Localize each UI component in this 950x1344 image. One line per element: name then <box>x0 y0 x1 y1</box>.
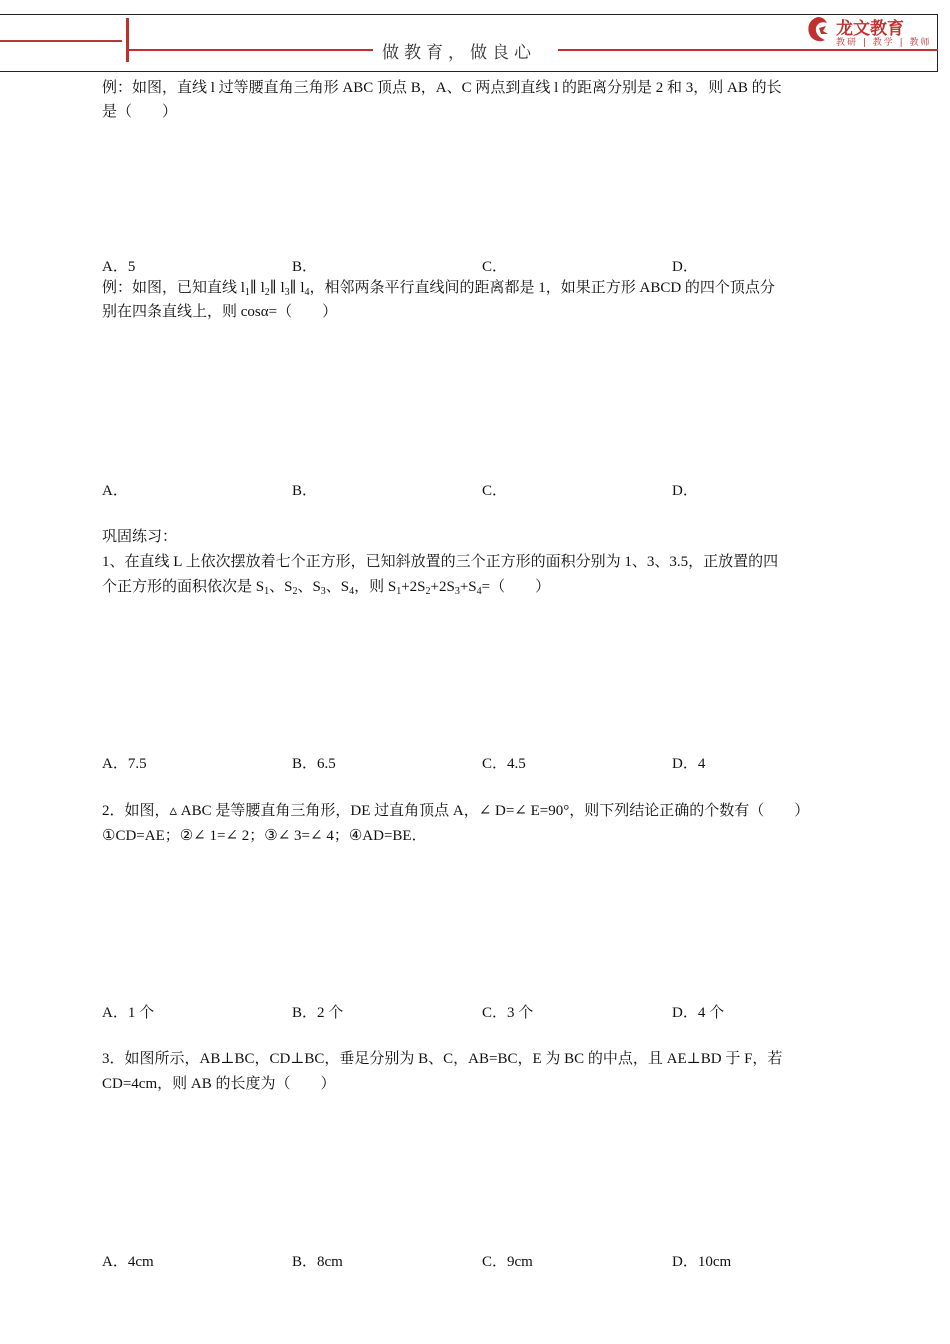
q1-option-d: D．4 <box>672 756 706 772</box>
example2-option-a: A． <box>102 483 128 499</box>
example2-option-c: C． <box>482 483 508 499</box>
q2-line2: ①CD=AE；②∠ 1=∠ 2；③∠ 3=∠ 4；④AD=BE． <box>102 828 427 844</box>
example2-text-b: ，相邻两条平行直线间的距离都是 1，如果正方形 ABCD 的四个顶点分 <box>309 280 775 296</box>
q3-option-a: A．4cm <box>102 1254 154 1270</box>
example2-sub2: 2 <box>264 287 270 298</box>
example1-option-c: C． <box>482 259 508 275</box>
q1-text: 、S <box>269 579 293 595</box>
example2-sub1: 1 <box>244 287 250 298</box>
q1-sub: 1 <box>396 586 402 597</box>
q2-option-a: A．1 个 <box>102 1005 155 1021</box>
example2-sep2: ∥ l <box>269 280 285 296</box>
header-rule-right <box>558 49 938 51</box>
q3-option-d: D．10cm <box>672 1254 732 1270</box>
q2-option-d: D．4 个 <box>672 1005 725 1021</box>
q1-text: +2S <box>430 579 455 595</box>
q1-sub: 3 <box>454 586 460 597</box>
q1-option-a: A．7.5 <box>102 756 147 772</box>
q1-text-a: 个正方形的面积依次是 S <box>102 579 265 595</box>
q1-text: 、S <box>325 579 350 595</box>
example2-line1 <box>102 277 775 304</box>
example2-sep3: ∥ l <box>289 280 305 296</box>
logo-subtext: 教研 | 教学 | 教师 <box>836 38 932 48</box>
q3-line2: CD=4cm，则 AB 的长度为（ ） <box>102 1076 336 1092</box>
page-header <box>0 0 950 80</box>
q1-text: =（ ） <box>481 579 551 595</box>
q1-sub: 4 <box>476 586 482 597</box>
example2-sub4: 4 <box>304 287 310 298</box>
practice-heading: 巩固练习： <box>102 529 178 545</box>
example2-text-a: 例：如图，已知直线 l <box>102 280 245 296</box>
q1-sub: 2 <box>425 586 431 597</box>
example1-line1: 例：如图，直线 l 过等腰直角三角形 ABC 顶点 B，A、C 两点到直线 l 的距离分别是 2 和 3，则 AB 的长 <box>102 80 782 96</box>
q1-option-b: B．6.5 <box>292 756 336 772</box>
q3-line1: 3．如图所示，AB⊥BC，CD⊥BC，垂足分别为 B、C，AB=BC，E 为 BC 的中点，且 AE⊥BD 于 F，若 <box>102 1051 783 1067</box>
dragon-logo-icon <box>806 16 830 44</box>
example1-option-a: A．5 <box>102 259 136 275</box>
header-rule-left <box>0 40 122 42</box>
brand-logo <box>806 14 932 48</box>
q1-sub: 1 <box>264 586 270 597</box>
q1-sub: 2 <box>292 586 298 597</box>
header-rule-mid <box>128 49 373 51</box>
q1-line1: 1、在直线 L 上依次摆放着七个正方形，已知斜放置的三个正方形的面积分别为 1、3、3.5，正放置的四 <box>102 554 779 570</box>
example2-sep1: ∥ l <box>249 280 265 296</box>
q2-option-b: B．2 个 <box>292 1005 344 1021</box>
example2-line2: 别在四条直线上，则 cosα=（ ） <box>102 304 338 320</box>
q1-text: 、S <box>297 579 321 595</box>
q1-sub: 4 <box>349 586 355 597</box>
q2-line1: 2．如图，▵ ABC 是等腰直角三角形，DE 过直角顶点 A，∠ D=∠ E=90°，则下列结论正确的个数有（ ） <box>102 803 810 819</box>
q1-option-c: C．4.5 <box>482 756 526 772</box>
q3-option-b: B．8cm <box>292 1254 343 1270</box>
q1-line2 <box>102 576 550 603</box>
example1-option-d: D． <box>672 259 698 275</box>
header-rule-bar <box>126 18 129 62</box>
logo-text: 龙文教育 <box>836 19 904 39</box>
q1-sub: 3 <box>320 586 326 597</box>
q1-text: +2S <box>401 579 426 595</box>
example1-option-b: B． <box>292 259 318 275</box>
q2-option-c: C．3 个 <box>482 1005 534 1021</box>
q1-text: ，则 S <box>354 579 397 595</box>
example2-option-b: B． <box>292 483 318 499</box>
example2-sub3: 3 <box>284 287 290 298</box>
header-slogan: 做教育，做良心 <box>382 43 536 63</box>
q1-text: +S <box>459 579 477 595</box>
q3-option-c: C．9cm <box>482 1254 533 1270</box>
example1-line2: 是（ ） <box>102 104 178 120</box>
example2-option-d: D． <box>672 483 698 499</box>
